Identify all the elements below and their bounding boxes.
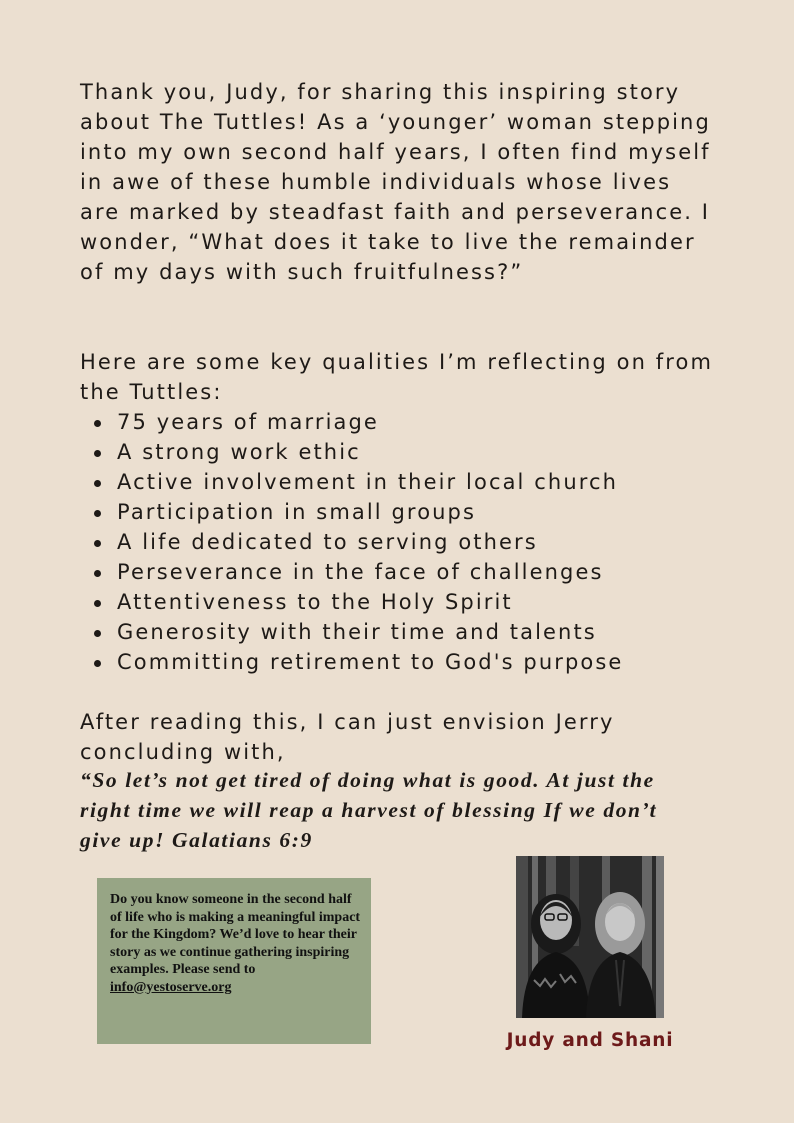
list-item [80,647,740,677]
list-item-label: Participation in small groups [117,500,477,524]
qualities-lead: Here are some key qualities I’m reflecting on from the Tuttles: [80,350,714,404]
list-item [80,407,740,437]
list-item-label: Committing retirement to God's purpose [117,650,624,674]
photo-judy-and-shani [516,856,664,1018]
bullet-icon [94,630,101,637]
intro-paragraph: Thank you, Judy, for sharing this inspiring story about The Tuttles! As a ‘younger’ woman stepping into my own second half years, I often find myself in awe of these humble individuals whose lives are marked by steadfast faith and perseverance. I wonder, “What does it take to live the remainder of my days with such fruitfulness?” [80,80,711,284]
list-item [80,557,740,587]
list-item-label: 75 years of marriage [117,410,379,434]
qualities-list [80,407,740,677]
bullet-icon [94,510,101,517]
list-item [80,437,740,467]
bullet-icon [94,570,101,577]
list-item [80,527,740,557]
list-item [80,467,740,497]
bullet-icon [94,420,101,427]
bullet-icon [94,540,101,547]
bullet-icon [94,600,101,607]
bullet-icon [94,450,101,457]
bullet-icon [94,660,101,667]
scripture-quote: “So let’s not get tired of doing what is good. At just the right time we will reap a harvest of blessing If we don’t give up! Galatians 6:9 [80,768,658,852]
list-item-label: Generosity with their time and talents [117,620,597,644]
email-link[interactable]: info@yestoserve.org [110,979,232,995]
list-item-label: Attentiveness to the Holy Spirit [117,590,513,614]
closing-paragraph: After reading this, I can just envision Jerry concluding with, [80,710,615,764]
list-item [80,617,740,647]
list-item [80,587,740,617]
callout-text: Do you know someone in the second half of life who is making a meaningful impact for the Kingdom? We’d love to hear their story as we continue gathering inspiring examples. Please send to [110,892,361,977]
list-item-label: A life dedicated to serving others [117,530,538,554]
bullet-icon [94,480,101,487]
list-item-label: Active involvement in their local church [117,470,619,494]
list-item-label: Perseverance in the face of challenges [117,560,604,584]
photo-caption: Judy and Shani [506,1030,674,1051]
list-item-label: A strong work ethic [117,440,361,464]
list-item [80,497,740,527]
submission-callout [97,878,371,1044]
